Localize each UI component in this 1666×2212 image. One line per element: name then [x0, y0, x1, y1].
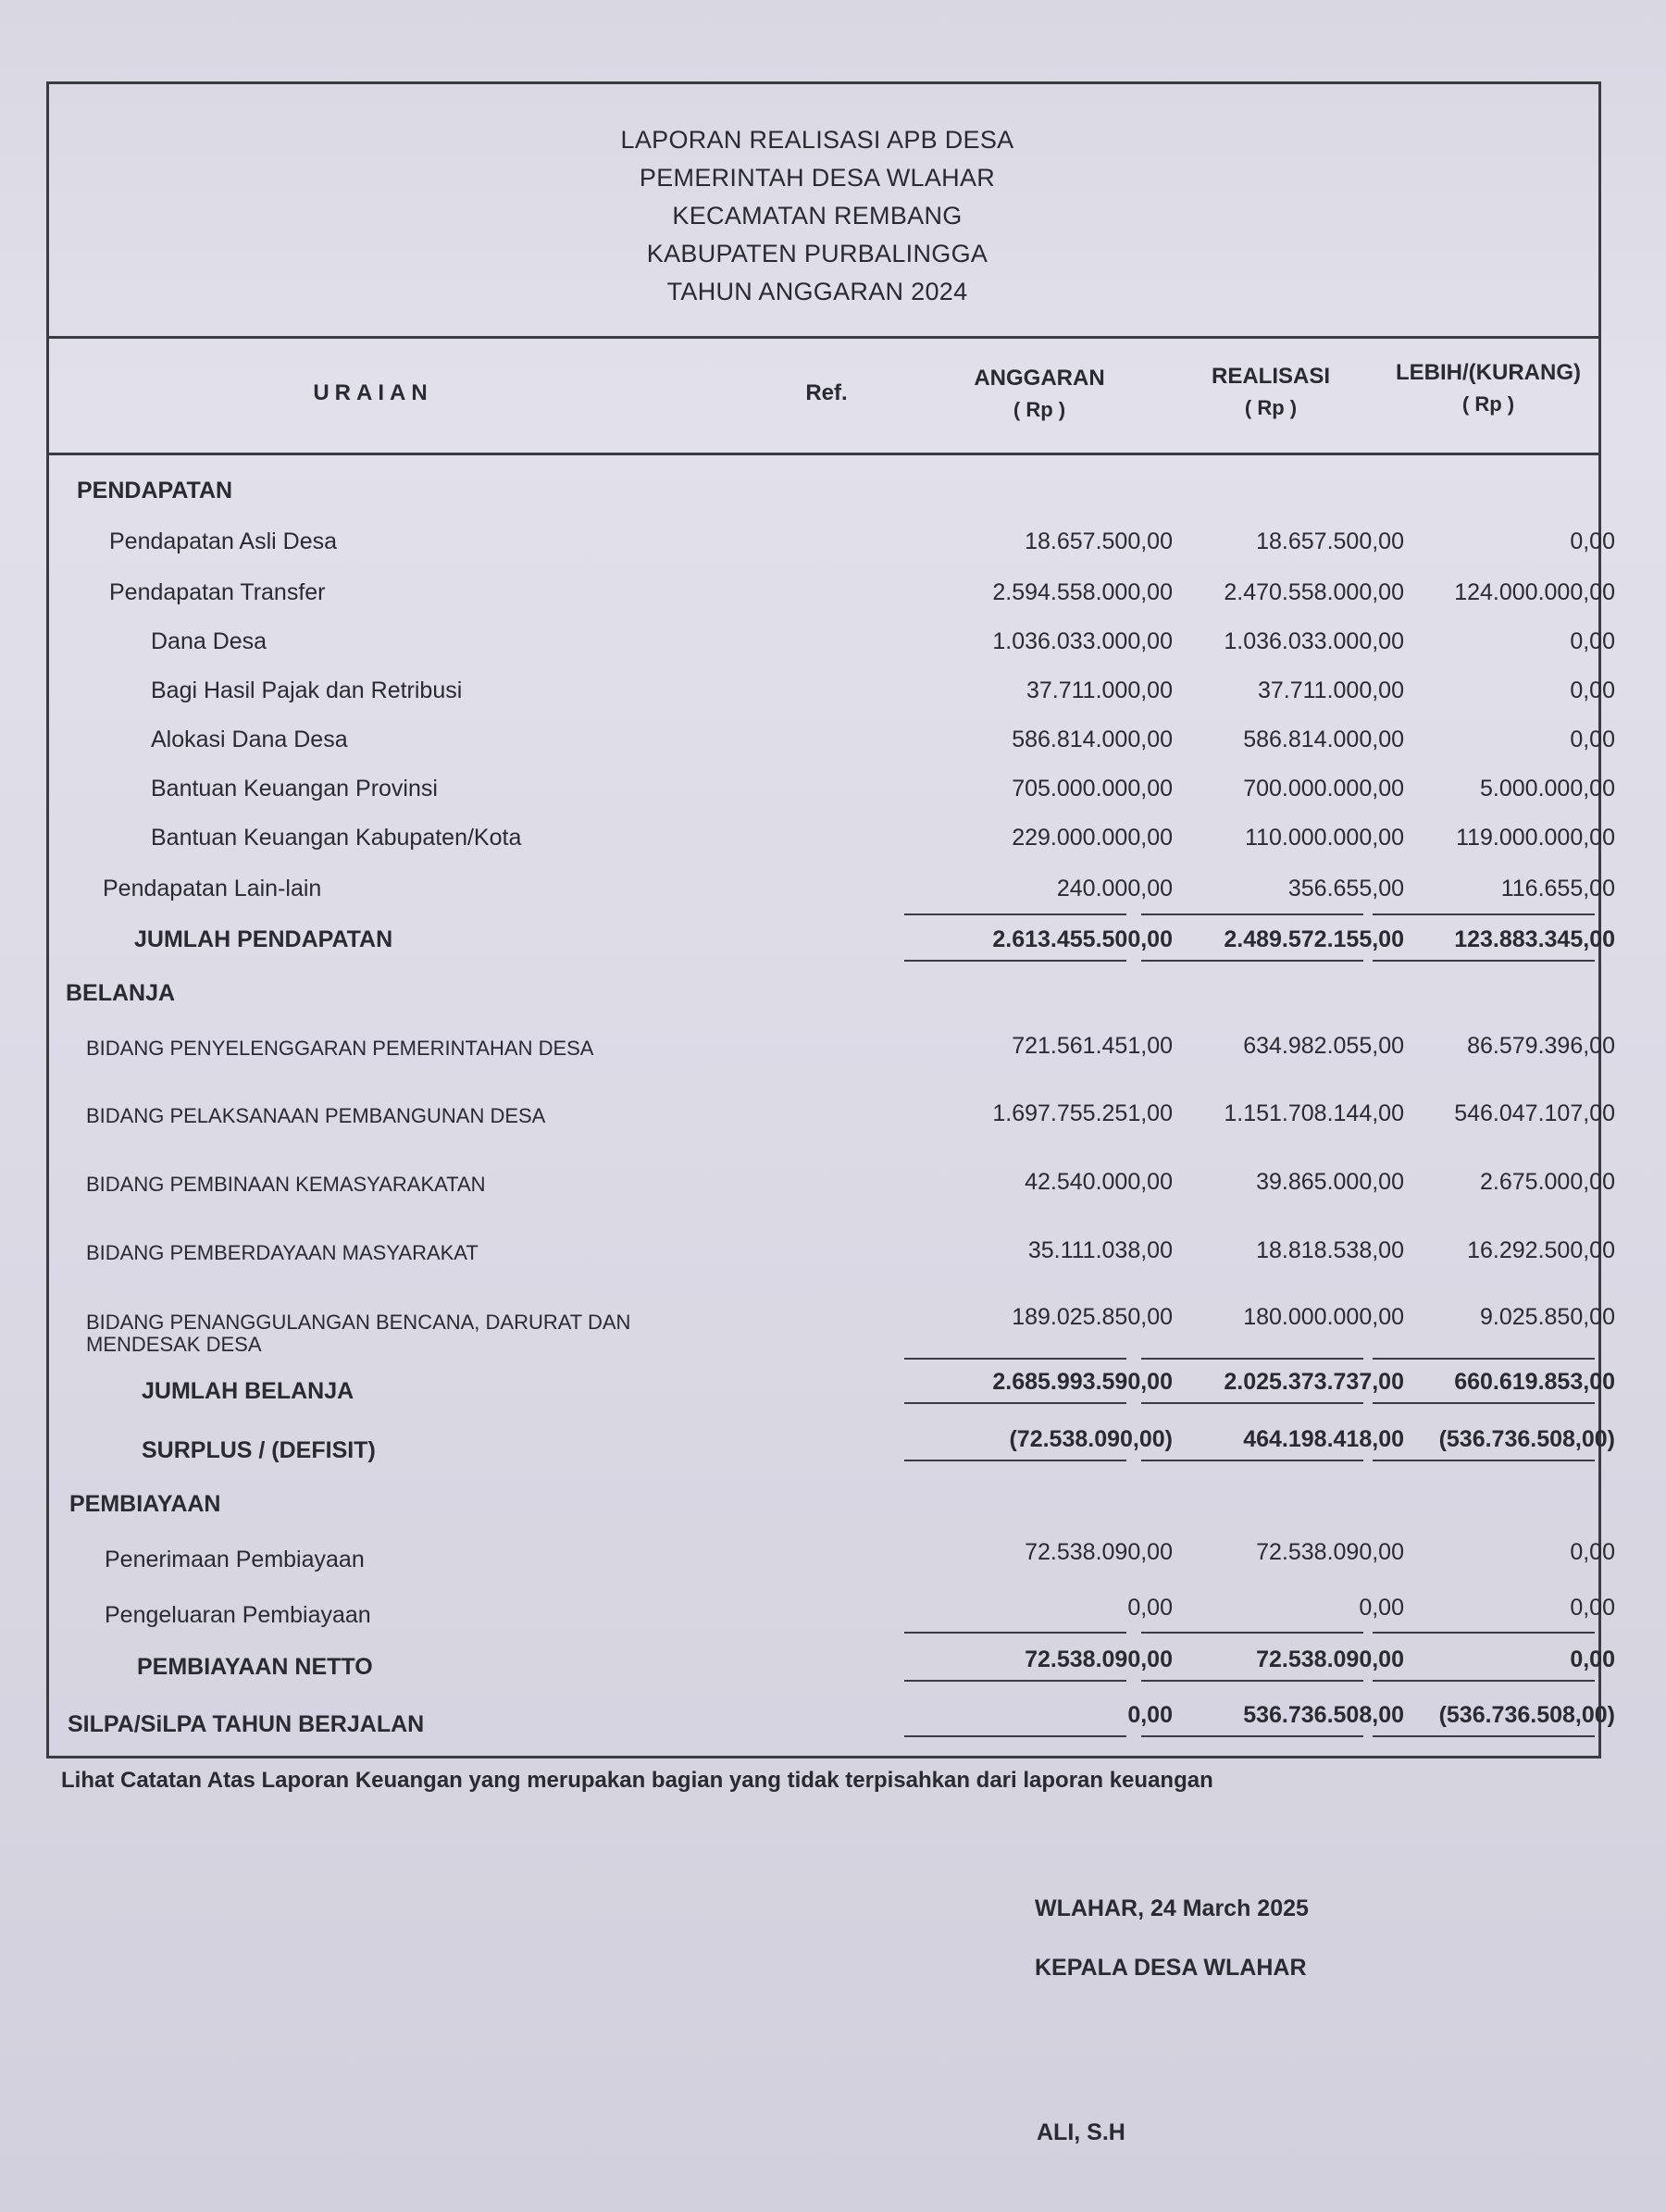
section-row — [49, 1491, 1598, 1528]
title-line: PEMERINTAH DESA WLAHAR — [639, 164, 996, 192]
cell-lebih: 0,00 — [1570, 1595, 1615, 1621]
col-header-realisasi — [1160, 361, 1382, 424]
cell-lebih: 86.579.396,00 — [1467, 1033, 1615, 1059]
cell-realisasi: 1.151.708.144,00 — [1224, 1100, 1404, 1126]
cell-realisasi: 18.818.538,00 — [1256, 1237, 1404, 1263]
cell-lebih: (536.736.508,00) — [1438, 1426, 1615, 1452]
report-header — [49, 84, 1598, 339]
cell-anggaran: 0,00 — [1127, 1702, 1173, 1728]
cell-realisasi: 700.000.000,00 — [1243, 776, 1404, 802]
cell-anggaran: 72.538.090,00 — [1025, 1647, 1173, 1672]
total-rule — [1141, 1735, 1363, 1737]
row-label: Penerimaan Pembiayaan — [105, 1547, 365, 1572]
total-rule — [904, 1632, 1126, 1634]
row-label: Bantuan Keuangan Kabupaten/Kota — [151, 825, 522, 851]
cell-realisasi: 18.657.500,00 — [1256, 528, 1404, 554]
cell-lebih: 2.675.000,00 — [1480, 1169, 1615, 1195]
row-label: Bagi Hasil Pajak dan Retribusi — [151, 677, 463, 703]
row-label: BIDANG PENANGGULANGAN BENCANA, DARURAT DAN MENDESAK DESA — [86, 1311, 631, 1356]
cell-lebih: (536.736.508,00) — [1438, 1702, 1615, 1728]
col-header-ref: Ref. — [805, 380, 848, 405]
total-rule — [1373, 1632, 1595, 1634]
cell-realisasi: 39.865.000,00 — [1256, 1169, 1404, 1195]
cell-anggaran: 1.036.033.000,00 — [992, 628, 1173, 654]
cell-realisasi: 2.470.558.000,00 — [1224, 579, 1404, 605]
table-row — [49, 825, 1615, 862]
row-label: Dana Desa — [151, 628, 267, 654]
row-label: Pengeluaran Pembiayaan — [105, 1602, 371, 1628]
row-label: Pendapatan Lain-lain — [103, 876, 322, 901]
total-rule — [1141, 913, 1363, 915]
cell-anggaran: 2.613.455.500,00 — [992, 926, 1173, 952]
total-rule — [1373, 913, 1595, 915]
total-row — [49, 1426, 1615, 1463]
cell-anggaran: 42.540.000,00 — [1025, 1169, 1173, 1195]
total-rule — [1373, 1358, 1595, 1360]
row-label: BIDANG PEMBERDAYAAN MASYARAKAT — [86, 1241, 479, 1264]
total-rule — [904, 1680, 1126, 1682]
col-header-lebih-unit: ( Rp ) — [1461, 392, 1515, 416]
cell-anggaran: 72.538.090,00 — [1025, 1539, 1173, 1565]
total-rule — [1373, 1680, 1595, 1682]
total-rule — [1141, 1632, 1363, 1634]
cell-realisasi: 72.538.090,00 — [1256, 1539, 1404, 1565]
section-row — [49, 980, 1598, 1017]
table-row — [49, 1169, 1615, 1206]
total-rule — [1141, 1680, 1363, 1682]
cell-lebih: 0,00 — [1570, 1647, 1615, 1672]
total-rule — [904, 1402, 1126, 1404]
row-label: PENDAPATAN — [77, 478, 233, 503]
cell-realisasi: 180.000.000,00 — [1243, 1304, 1404, 1330]
signature-name: ALI, S.H — [1037, 2119, 1125, 2145]
row-label: BIDANG PEMBINAAN KEMASYARAKATAN — [86, 1173, 486, 1196]
row-label: PEMBIAYAAN — [69, 1491, 221, 1517]
total-rule — [904, 1358, 1126, 1360]
cell-lebih: 116.655,00 — [1500, 876, 1615, 901]
cell-lebih: 0,00 — [1570, 528, 1615, 554]
cell-realisasi: 37.711.000,00 — [1257, 677, 1404, 703]
total-rule — [1141, 1402, 1363, 1404]
row-label: BELANJA — [66, 980, 176, 1006]
col-header-realisasi-unit: ( Rp ) — [1244, 396, 1298, 419]
total-rule — [904, 913, 1126, 915]
col-header-anggaran-unit: ( Rp ) — [1013, 398, 1066, 421]
cell-realisasi: 634.982.055,00 — [1243, 1033, 1404, 1059]
col-header-realisasi-label: REALISASI — [1211, 364, 1330, 389]
cell-realisasi: 0,00 — [1359, 1595, 1404, 1621]
cell-anggaran: 705.000.000,00 — [1012, 776, 1173, 802]
title-line: KABUPATEN PURBALINGGA — [646, 240, 988, 267]
cell-anggaran: 37.711.000,00 — [1026, 677, 1173, 703]
table-row — [49, 876, 1615, 913]
col-header-anggaran — [928, 363, 1150, 426]
footnote: Lihat Catatan Atas Laporan Keuangan yang merupakan bagian yang tidak terpisahkan dari laporan keuangan — [61, 1768, 1213, 1793]
table-row — [49, 1033, 1615, 1070]
cell-lebih: 546.047.107,00 — [1454, 1100, 1615, 1126]
signature-place-date: WLAHAR, 24 March 2025 — [1035, 1895, 1309, 1921]
cell-anggaran: 18.657.500,00 — [1025, 528, 1173, 554]
cell-anggaran: 2.594.558.000,00 — [992, 579, 1173, 605]
total-rule — [1373, 960, 1595, 962]
total-rule — [1141, 960, 1363, 962]
title-line: LAPORAN REALISASI APB DESA — [620, 126, 1014, 154]
cell-lebih: 660.619.853,00 — [1454, 1369, 1615, 1395]
row-label: SILPA/SiLPA TAHUN BERJALAN — [68, 1711, 425, 1737]
table-row — [49, 727, 1615, 764]
table-row — [49, 1539, 1615, 1576]
cell-anggaran: (72.538.090,00) — [1009, 1426, 1173, 1452]
table-row — [49, 579, 1615, 616]
table-row — [49, 1237, 1615, 1274]
total-row — [49, 1369, 1615, 1406]
cell-lebih: 0,00 — [1570, 1539, 1615, 1565]
table-row — [49, 776, 1615, 813]
row-label: BIDANG PENYELENGGARAN PEMERINTAHAN DESA — [86, 1037, 594, 1060]
row-label: PEMBIAYAAN NETTO — [137, 1654, 373, 1680]
cell-lebih: 123.883.345,00 — [1454, 926, 1615, 952]
table-row — [49, 677, 1615, 715]
cell-anggaran: 2.685.993.590,00 — [992, 1369, 1173, 1395]
table-row — [49, 628, 1615, 665]
cell-anggaran: 586.814.000,00 — [1012, 727, 1173, 752]
row-label: SURPLUS / (DEFISIT) — [142, 1437, 376, 1463]
row-label: BIDANG PELAKSANAAN PEMBANGUNAN DESA — [86, 1104, 546, 1127]
col-header-lebih — [1363, 357, 1613, 420]
cell-anggaran: 189.025.850,00 — [1012, 1304, 1173, 1330]
cell-lebih: 0,00 — [1570, 677, 1615, 703]
col-header-anggaran-label: ANGGARAN — [974, 366, 1105, 391]
col-header-lebih-label: LEBIH/(KURANG) — [1396, 360, 1581, 385]
section-row — [49, 478, 1598, 515]
row-label: Alokasi Dana Desa — [151, 727, 348, 752]
signature-position: KEPALA DESA WLAHAR — [1035, 1955, 1307, 1981]
table-row — [49, 1100, 1615, 1137]
row-label: Pendapatan Asli Desa — [109, 528, 338, 554]
cell-lebih: 124.000.000,00 — [1454, 579, 1615, 605]
cell-realisasi: 2.025.373.737,00 — [1224, 1369, 1404, 1395]
cell-lebih: 0,00 — [1570, 628, 1615, 654]
cell-anggaran: 35.111.038,00 — [1027, 1237, 1173, 1263]
total-row — [49, 1702, 1615, 1739]
total-rule — [1373, 1402, 1595, 1404]
total-rule — [904, 960, 1126, 962]
cell-realisasi: 536.736.508,00 — [1243, 1702, 1404, 1728]
cell-anggaran: 1.697.755.251,00 — [992, 1100, 1173, 1126]
table-row — [49, 528, 1615, 565]
column-headers — [49, 339, 1598, 455]
report-table — [46, 81, 1615, 1758]
row-label: JUMLAH BELANJA — [142, 1378, 354, 1404]
cell-lebih: 9.025.850,00 — [1480, 1304, 1615, 1330]
title-line: KECAMATAN REMBANG — [672, 202, 963, 230]
cell-realisasi: 586.814.000,00 — [1243, 727, 1404, 752]
table-row — [49, 1595, 1615, 1632]
cell-anggaran: 229.000.000,00 — [1012, 825, 1173, 851]
cell-realisasi: 356.655,00 — [1287, 876, 1404, 901]
total-rule — [904, 1460, 1126, 1461]
row-label: Bantuan Keuangan Provinsi — [151, 776, 438, 802]
total-rule — [1141, 1358, 1363, 1360]
report-title — [493, 121, 1141, 311]
row-label: Pendapatan Transfer — [109, 579, 326, 605]
title-line: TAHUN ANGGARAN 2024 — [666, 278, 968, 305]
total-rule — [1373, 1460, 1595, 1461]
cell-lebih: 16.292.500,00 — [1467, 1237, 1615, 1263]
row-label: JUMLAH PENDAPATAN — [134, 926, 393, 952]
total-row — [49, 1647, 1615, 1684]
cell-realisasi: 1.036.033.000,00 — [1224, 628, 1404, 654]
cell-realisasi: 464.198.418,00 — [1243, 1426, 1404, 1452]
cell-anggaran: 240.000,00 — [1056, 876, 1173, 901]
cell-realisasi: 110.000.000,00 — [1245, 825, 1404, 851]
cell-lebih: 0,00 — [1570, 727, 1615, 752]
cell-lebih: 119.000.000,00 — [1456, 825, 1615, 851]
col-header-uraian: URAIAN — [313, 380, 433, 405]
total-rule — [904, 1735, 1126, 1737]
total-row — [49, 926, 1615, 963]
cell-realisasi: 72.538.090,00 — [1256, 1647, 1404, 1672]
table-row — [49, 1304, 1615, 1356]
cell-lebih: 5.000.000,00 — [1480, 776, 1615, 802]
total-rule — [1373, 1735, 1595, 1737]
cell-anggaran: 0,00 — [1127, 1595, 1173, 1621]
cell-anggaran: 721.561.451,00 — [1012, 1033, 1173, 1059]
cell-realisasi: 2.489.572.155,00 — [1224, 926, 1404, 952]
total-rule — [1141, 1460, 1363, 1461]
